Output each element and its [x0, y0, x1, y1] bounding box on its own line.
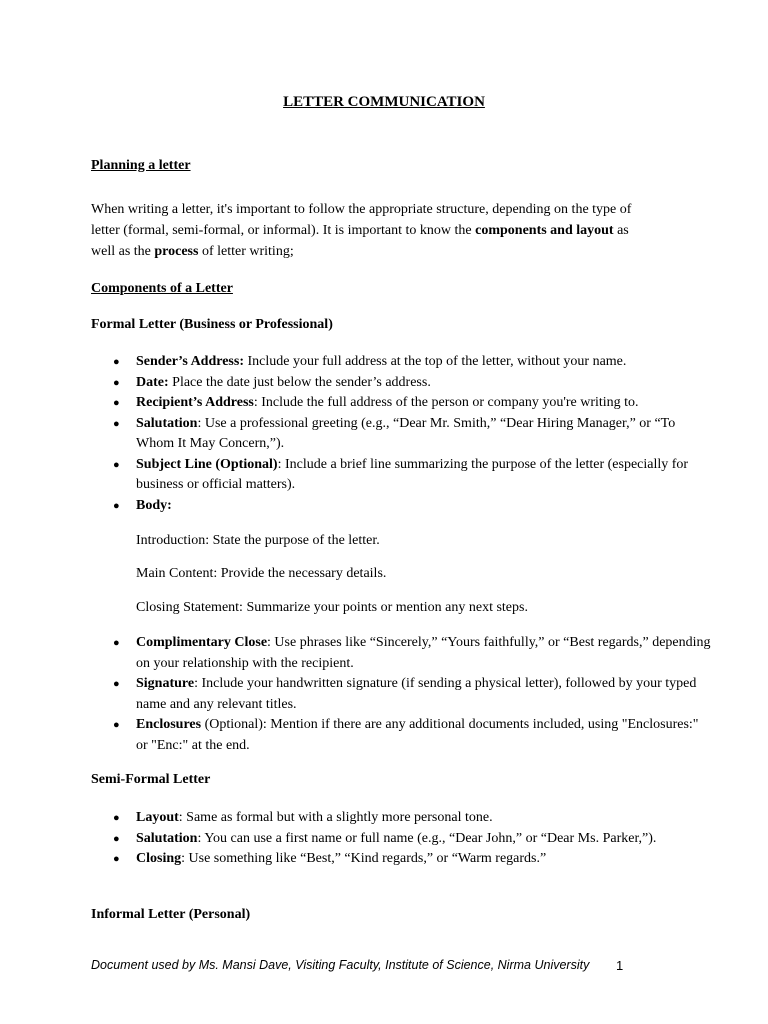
- item-label: Salutation: [136, 830, 198, 846]
- list-item: [113, 829, 713, 850]
- formal-list: [113, 352, 713, 516]
- item-text: : Use something like “Best,” “Kind regards,” or “Warm regards.”: [181, 851, 547, 866]
- semi-formal-list: [113, 808, 713, 870]
- footer-text: Document used by Ms. Mansi Dave, Visiting Faculty, Institute of Science, Nirma University: [91, 958, 590, 972]
- item-label: Sender’s Address:: [136, 354, 244, 369]
- item-text: : Include the full address of the person or company you're writing to.: [253, 395, 639, 410]
- list-item: [113, 352, 713, 373]
- planning-line-3: [91, 241, 691, 262]
- item-text: (Optional): Mention if there are any additional documents included, using "Enclosures:" or "Enc:" at the end.: [136, 717, 699, 753]
- list-item: [113, 455, 713, 496]
- planning-line-2: [91, 220, 691, 241]
- planning-text: of letter writing;: [198, 244, 294, 259]
- item-label: Closing: [136, 851, 182, 866]
- planning-text: well as the: [91, 244, 155, 259]
- planning-line-1: When writing a letter, it's important to follow the appropriate structure, depending on the type of: [91, 202, 632, 217]
- item-label: Complimentary Close: [136, 635, 268, 650]
- formal-list-continued: [113, 633, 713, 756]
- planning-emphasis: process: [154, 244, 199, 259]
- informal-heading: Informal Letter (Personal): [91, 907, 251, 922]
- item-text: : Same as formal but with a slightly more personal tone.: [178, 810, 493, 825]
- item-label: Layout: [136, 810, 179, 825]
- item-text: : Use phrases like “Sincerely,” “Yours faithfully,” or “Best regards,” depending on your relationship with the recipient.: [136, 635, 711, 671]
- item-text: : Use a professional greeting (e.g., “Dear Mr. Smith,” “Dear Hiring Manager,” or “To Whom It May Concern,”).: [136, 415, 676, 451]
- item-text: : Include a brief line summarizing the purpose of the letter (especially for business or official matters).: [136, 456, 689, 492]
- planning-heading: Planning a letter: [91, 158, 191, 173]
- list-item: [113, 808, 713, 829]
- item-label: Body:: [136, 497, 172, 513]
- planning-text: as: [613, 223, 629, 238]
- item-text: Include your full address at the top of the letter, without your name.: [244, 354, 627, 369]
- item-text: : Include your handwritten signature (if sending a physical letter), followed by your typed name and any relevant titles.: [136, 676, 697, 712]
- components-heading: Components of a Letter: [91, 281, 233, 296]
- list-item: [113, 633, 713, 674]
- list-item: [113, 393, 713, 414]
- item-text: Place the date just below the sender’s address.: [168, 374, 431, 390]
- list-item: [113, 373, 713, 394]
- list-item: [113, 414, 713, 455]
- item-label: Enclosures: [136, 717, 202, 732]
- planning-emphasis: components and layout: [475, 223, 614, 238]
- item-label: Salutation: [136, 415, 198, 431]
- item-label: Subject Line (Optional): [136, 456, 278, 472]
- page-number: 1: [616, 958, 624, 973]
- body-introduction: Introduction: State the purpose of the letter.: [136, 533, 380, 548]
- item-label: Signature: [136, 676, 195, 691]
- semi-formal-heading: Semi-Formal Letter: [91, 772, 211, 787]
- planning-paragraph: [91, 199, 691, 262]
- planning-text: letter (formal, semi-formal, or informal). It is important to know the: [91, 223, 476, 238]
- list-item: [113, 849, 713, 870]
- formal-heading: Formal Letter (Business or Professional): [91, 317, 333, 332]
- item-label: Recipient’s Address: [136, 395, 254, 410]
- body-main-content: Main Content: Provide the necessary details.: [136, 566, 387, 581]
- item-text: : You can use a first name or full name (e.g., “Dear John,” or “Dear Ms. Parker,”).: [197, 830, 657, 846]
- item-label: Date:: [136, 374, 169, 390]
- list-item: [113, 674, 713, 715]
- list-item: [113, 496, 713, 517]
- list-item: [113, 715, 713, 756]
- document-title: LETTER COMMUNICATION: [283, 94, 485, 110]
- body-closing-statement: Closing Statement: Summarize your points or mention any next steps.: [136, 600, 528, 615]
